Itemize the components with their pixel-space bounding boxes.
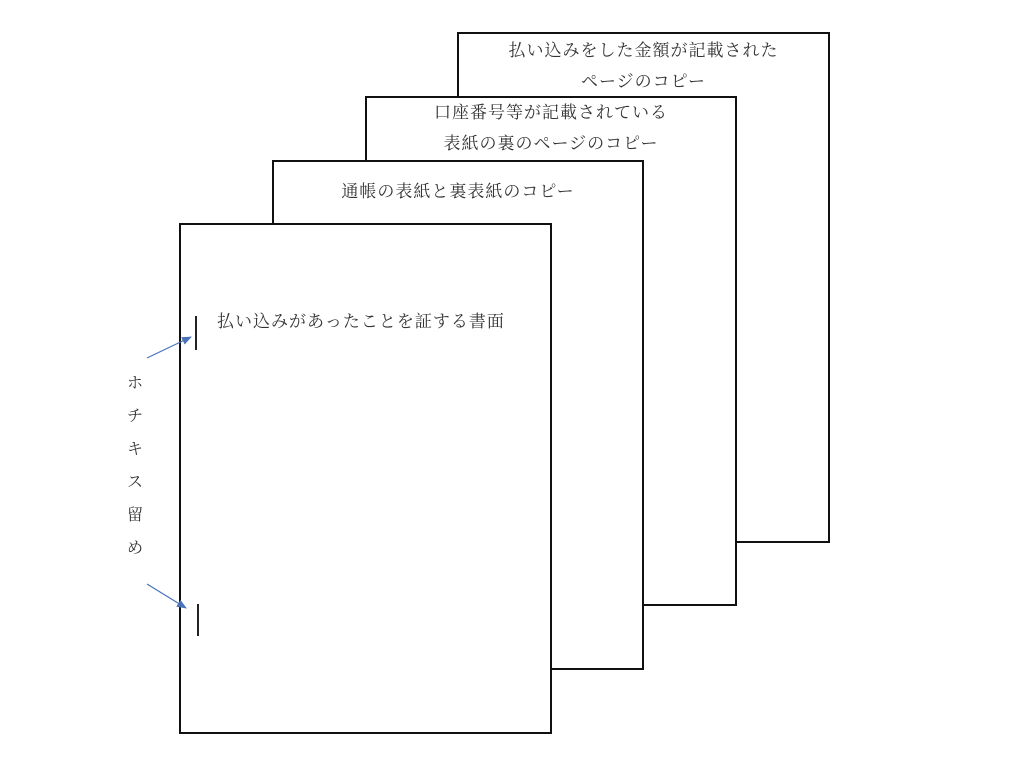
- staple-label-char: め: [126, 538, 143, 557]
- page-label-line: 通帳の表紙と裏表紙のコピー: [341, 182, 575, 202]
- page-label-line: 表紙の裏のページのコピー: [443, 134, 659, 154]
- page-label-account-number: [367, 98, 735, 160]
- staple-mark-top: [195, 316, 197, 350]
- page-label-line: 口座番号等が記載されている: [434, 103, 668, 123]
- staple-label-char: 留: [126, 505, 143, 524]
- staple-label-char: チ: [126, 406, 143, 425]
- page-label-amount-copy: [459, 36, 828, 98]
- staple-label-char: ス: [126, 472, 143, 491]
- page-label-payment-certificate: [217, 307, 505, 338]
- page-label-passbook-cover: [274, 177, 642, 208]
- staple-label: [120, 366, 150, 564]
- staple-mark-bottom: [197, 604, 199, 636]
- page-label-line: ページのコピー: [581, 72, 706, 92]
- page-label-line: 払い込みがあったことを証する書面: [217, 312, 505, 332]
- staple-label-char: キ: [126, 439, 143, 458]
- page-label-line: 払い込みをした金額が記載された: [508, 41, 779, 61]
- staple-label-char: ホ: [126, 373, 143, 392]
- front-page-payment-certificate: [179, 223, 552, 734]
